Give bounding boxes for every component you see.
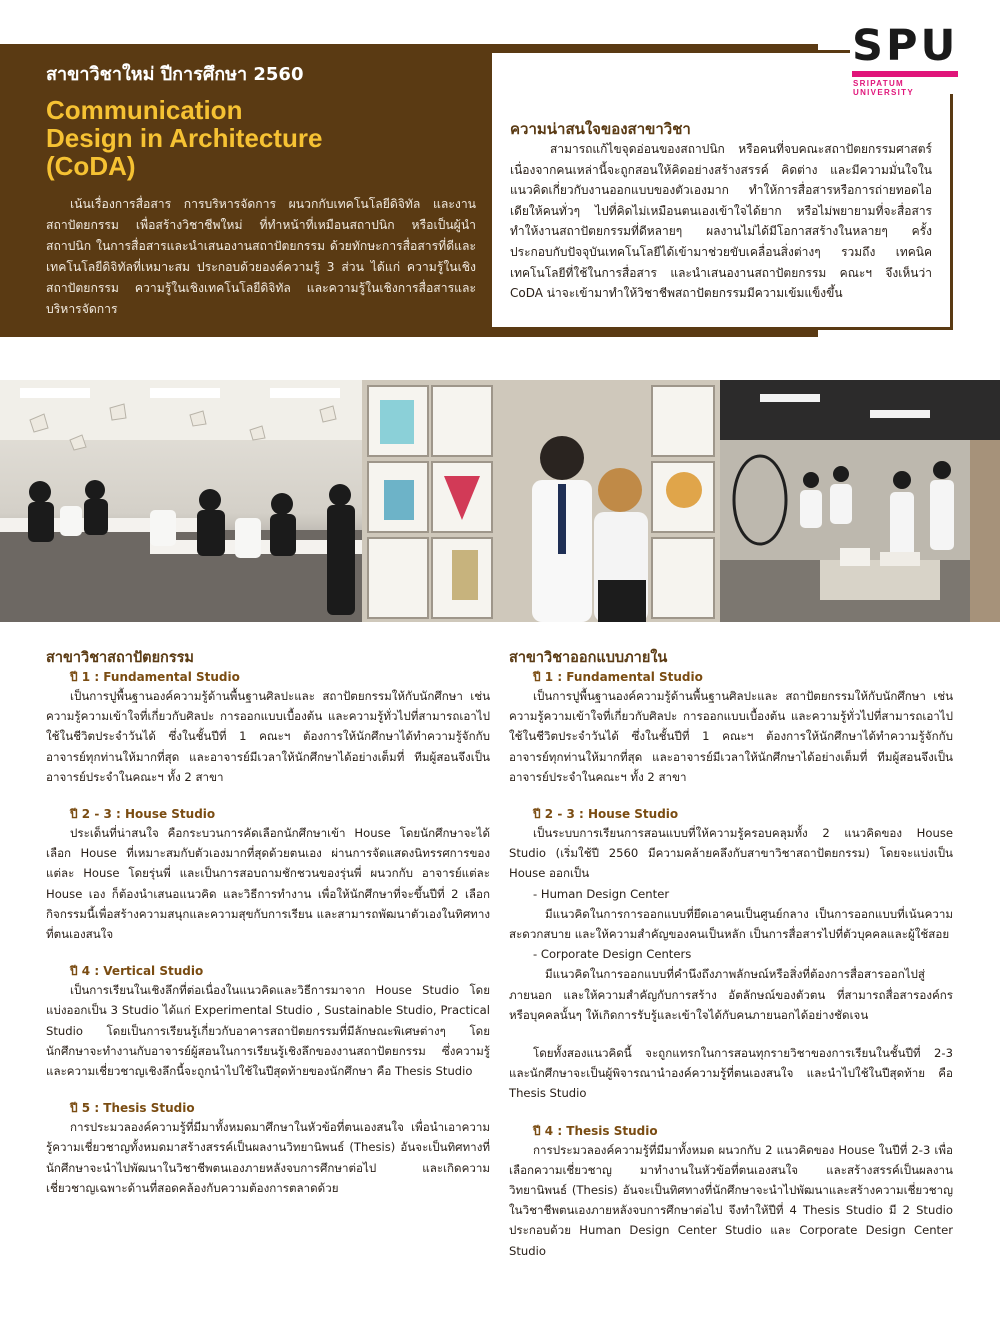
classroom-illustration xyxy=(0,380,362,622)
year-description: เป็นการเรียนในเชิงลึกที่ต่อเนื่องในแนวคิดและวิธีการมาจาก House Studio โดยแบ่งออกเป็น 3 Studio ได้แก่ Experimental Studio , Sustainable Studio, Practical Studio โดยเป็นการเรียนรู้เกี่ยวกับอาคารสถาปัตยกรรมที่มีลักษณะพิเศษต่างๆ โดยนักศึกษาจะทำงานกับอาจารย์ผู้สอนในการเรียนรู้เชิงลึกของงานสถาปัตยกรรม ซึ่งความรู้และความเชี่ยวชาญเชิงลึกนี้จะถูกนำไปใช้ในปีสุดท้ายของนักศึกษา คือ Thesis Studio xyxy=(46,983,490,1079)
house-bullet: - Corporate Design Centers xyxy=(533,947,692,962)
interest-body: สามารถแก้ไขจุดอ่อนของสถาปนิก หรือคนที่จบคณะสถาปัตยกรรมศาสตร์ เนื่องจากคนเหล่านี้จะถูกสอนให้คิดอย่างสร้างสรรค์ คิดต่าง และมีความมั่นใจในแนวคิดเกี่ยวกับงานออกแบบของตัวเองมาก ทำให้การสื่อสารหรือการถ่ายทอดไอเดียให้คนทั่วๆ ไปที่คิดไม่เหมือนตนเองเข้าใจได้ยาก หรือไม่พยายามที่จะสื่อสาร ทำให้งานสถาปัตยกรรมที่ดีหลายๆ ผลงานไม่ได้มีโอกาสสร้างในหลายๆ ครั้ง ประกอบกับปัจจุบันเทคโนโลยีได้เข้ามาช่วยขับเคลื่อนสิ่งต่างๆ รวมถึง เทคนิคเทคโนโลยีที่ใช้ในการสื่อสาร และนำเสนองานสถาปัตยกรรม คณะฯ จึงเห็นว่า CoDA น่าจะเข้ามาทำให้วิชาชีพสถาปัตยกรรมมีความเข้มแข็งขึ้น xyxy=(510,142,932,301)
interest-title: ความน่าสนใจของสาขาวิชา xyxy=(510,120,691,138)
logo-subtitle-line: UNIVERSITY xyxy=(853,88,915,97)
logo-subtitle-line: SRIPATUM xyxy=(853,79,904,88)
house-bullet: - Human Design Center xyxy=(533,886,670,901)
students-portrait-photo xyxy=(362,380,720,622)
program-title xyxy=(46,96,476,180)
year-description: การประมวลองค์ความรู้ที่มีมาทั้งหมด ผนวกกับ 2 แนวคิดของ House ในปีที่ 2-3 เพื่อเลือกความเชี่ยวชาญ มาทำงานในหัวข้อที่ตนเองสนใจ และสร้างสรรค์เป็นผลงานวิทยานิพนธ์ (Thesis) อันจะเป็นทิศทางที่นักศึกษาจะนำไปพัฒนาและสร้างความเชี่ยวชาญในวิชาชีพตนเองภายหลังจบการศึกษาต่อไป จึงทำให้ปีที่ 4 Thesis Studio มี 2 Studio ประกอบด้วย Human Design Center Studio และ Corporate Design Center Studio xyxy=(509,1142,953,1258)
architecture-column xyxy=(46,648,490,1198)
year-heading: ปี 5 : Thesis Studio xyxy=(70,1101,195,1116)
photo-strip xyxy=(0,380,1000,622)
logo-subtitle xyxy=(850,79,962,97)
year-description: เป็นระบบการเรียนการสอนแบบที่ให้ความรู้ครอบคลุมทั้ง 2 แนวคิดของ House Studio (เริ่มใช้ปี 2560 มีความคล้ายคลึงกับสาขาวิชาสถาปัตยกรรม) โดยจะแบ่งเป็น House ออกเป็น xyxy=(509,826,953,881)
year-description: การประมวลองค์ความรู้ที่มีมาทั้งหมดมาศึกษาในหัวข้อที่ตนเองสนใจ เพื่อนำเอาความรู้ความเชี่ยวชาญทั้งหมดมาสร้างสรรค์เป็นผลงานวิทยานิพนธ์ (Thesis) อันจะเป็นทิศทางที่นักศึกษาจะนำไปพัฒนาในวิชาชีพตนเองภายหลังจบการศึกษาต่อไป และเกิดความเชี่ยวชาญเฉพาะด้านที่สอดคล้องกับความต้องการตลาดด้วย xyxy=(46,1120,490,1195)
year-heading: ปี 4 : Thesis Studio xyxy=(533,1123,658,1138)
studio-illustration xyxy=(720,380,1000,622)
studio-photo xyxy=(720,380,1000,622)
logo-wordmark: SPU xyxy=(852,21,959,71)
logo-accent-bar xyxy=(852,71,958,77)
year-description: ประเด็นที่น่าสนใจ คือกระบวนการคัดเลือกนักศึกษาเข้า House โดยนักศึกษาจะได้เลือก House ที่เหมาะสมกับตัวเองมากที่สุดด้วยตนเอง ผ่านการจัดแสดงนิทรรศการของแต่ละ House โดยรุ่นพี่ และเป็นการสอบถามชักชวนของรุ่นพี่ ผนวกกับ อาจารย์แต่ละ House เอง ก็ต้องนำเสนอแนวคิด และวิธีการทำงาน เพื่อให้นักศึกษาที่จะขึ้นปีที่ 2 เลือกกิจกรรมนี้เพื่อสร้างความสนุกและความสุขกับการเรียน และสามารถพัฒนาตัวเองในทิศทางที่ตนเองสนใจ xyxy=(46,826,490,942)
year-heading: ปี 4 : Vertical Studio xyxy=(70,964,204,979)
year-description: เป็นการปูพื้นฐานองค์ความรู้ด้านพื้นฐานศิลปะและ สถาปัตยกรรมให้กับนักศึกษา เช่น ความรู้ความเข้าใจที่เกี่ยวกับศิลปะ การออกแบบเบื้องต้น และความรู้ทั่วไปที่สามารถเอาไปใช้ในชีวิตประจำวันได้ ซึ่งในชั้นปีที่ 1 คณะฯ ต้องการให้นักศึกษาได้ทำความรู้จักกับอาจารย์ทุกท่านให้มากที่สุด และอาจารย์มีเวลาให้นักศึกษาได้อย่างเต็มที่ ทีมผู้สอนจึงเป็นอาจารย์ประจำในคณะฯ ทั้ง 2 สาขา xyxy=(46,689,490,784)
program-title-line: Communication xyxy=(46,95,243,125)
house-closing: โดยทั้งสองแนวคิดนี้ จะถูกแทรกในการสอนทุกรายวิชาของการเรียนในชั้นปีที่ 2-3 และนักศึกษาจะเป็นผู้พิจารณานำองค์ความรู้ที่ตนเองสนใจ และนำไปใช้ในปีสุดท้าย คือ Thesis Studio xyxy=(509,1046,953,1101)
portrait-illustration xyxy=(362,380,720,622)
house-bullet-description: มีแนวคิดในการออกแบบที่คำนึงถึงภาพลักษณ์หรือสิ่งที่ต้องการสื่อสารออกไปสู่ภายนอก และให้ความสำคัญกับการสร้าง อัตลักษณ์ของตัวตน ที่สามารถสื่อสารองค์กร หรือบุคคลนั้นๆ ให้เกิดการรับรู้และเข้าใจได้กับคนภายนอกได้อย่างชัดเจน xyxy=(509,967,953,1022)
year-heading: ปี 2 - 3 : House Studio xyxy=(533,807,679,822)
program-intro: เน้นเรื่องการสื่อสาร การบริหารจัดการ ผนวกกับเทคโนโลยีดิจิทัล และงานสถาปัตยกรรม เพื่อสร้างวิชาชีพใหม่ ที่ทำหน้าที่เหมือนสถาปนิก หรือเป็นผู้นำสถาปนิก ในการสื่อสารและนำเสนองานสถาปัตยกรรม ด้วยทักษะการสื่อสารที่ดีและเทคโนโลยีดิจิทัลที่เหมาะสม ประกอบด้วยองค์ความรู้ 3 ส่วน ได้แก่ ความรู้ในเชิงสถาปัตยกรรม ความรู้ในเชิงเทคโนโลยีดิจิทัล และความรู้ในเชิงการสื่อสารและบริหารจัดการ xyxy=(46,197,476,316)
spu-logo xyxy=(850,21,962,97)
interior-design-heading: สาขาวิชาออกแบบภายใน xyxy=(509,650,668,666)
year-heading: ปี 1 : Fundamental Studio xyxy=(533,670,703,684)
spacer xyxy=(509,1025,953,1043)
program-title-line: (CoDA) xyxy=(46,151,136,181)
year-heading: ปี 2 - 3 : House Studio xyxy=(70,807,216,822)
architecture-heading: สาขาวิชาสถาปัตยกรรม xyxy=(46,650,194,666)
new-program-kicker: สาขาวิชาใหม่ ปีการศึกษา 2560 xyxy=(46,64,304,85)
program-title-line: Design in Architecture xyxy=(46,123,323,153)
classroom-photo xyxy=(0,380,362,622)
house-bullet-description: มีแนวคิดในการการออกแบบที่ยึดเอาคนเป็นศูนย์กลาง เป็นการออกแบบที่เน้นความสะดวกสบาย และให้ความสำคัญของคนเป็นหลัก เป็นการสื่อสารไปที่ตัวบุคคลและผู้ใช้สอย xyxy=(509,906,953,942)
interior-design-column xyxy=(509,648,953,1261)
header-text-block xyxy=(46,62,476,320)
year-heading: ปี 1 : Fundamental Studio xyxy=(70,670,240,684)
year-description: เป็นการปูพื้นฐานองค์ความรู้ด้านพื้นฐานศิลปะและ สถาปัตยกรรมให้กับนักศึกษา เช่น ความรู้ความเข้าใจที่เกี่ยวกับศิลปะ การออกแบบเบื้องต้น และความรู้ทั่วไปที่สามารถเอาไปใช้ในชีวิตประจำวันได้ ซึ่งในชั้นปีที่ 1 คณะฯ ต้องการให้นักศึกษาได้ทำความรู้จักกับอาจารย์ทุกท่านให้มากที่สุด และอาจารย์มีเวลาให้นักศึกษาได้อย่างเต็มที่ ทีมผู้สอนจึงเป็นอาจารย์ประจำในคณะฯ ทั้ง 2 สาขา xyxy=(509,689,953,784)
